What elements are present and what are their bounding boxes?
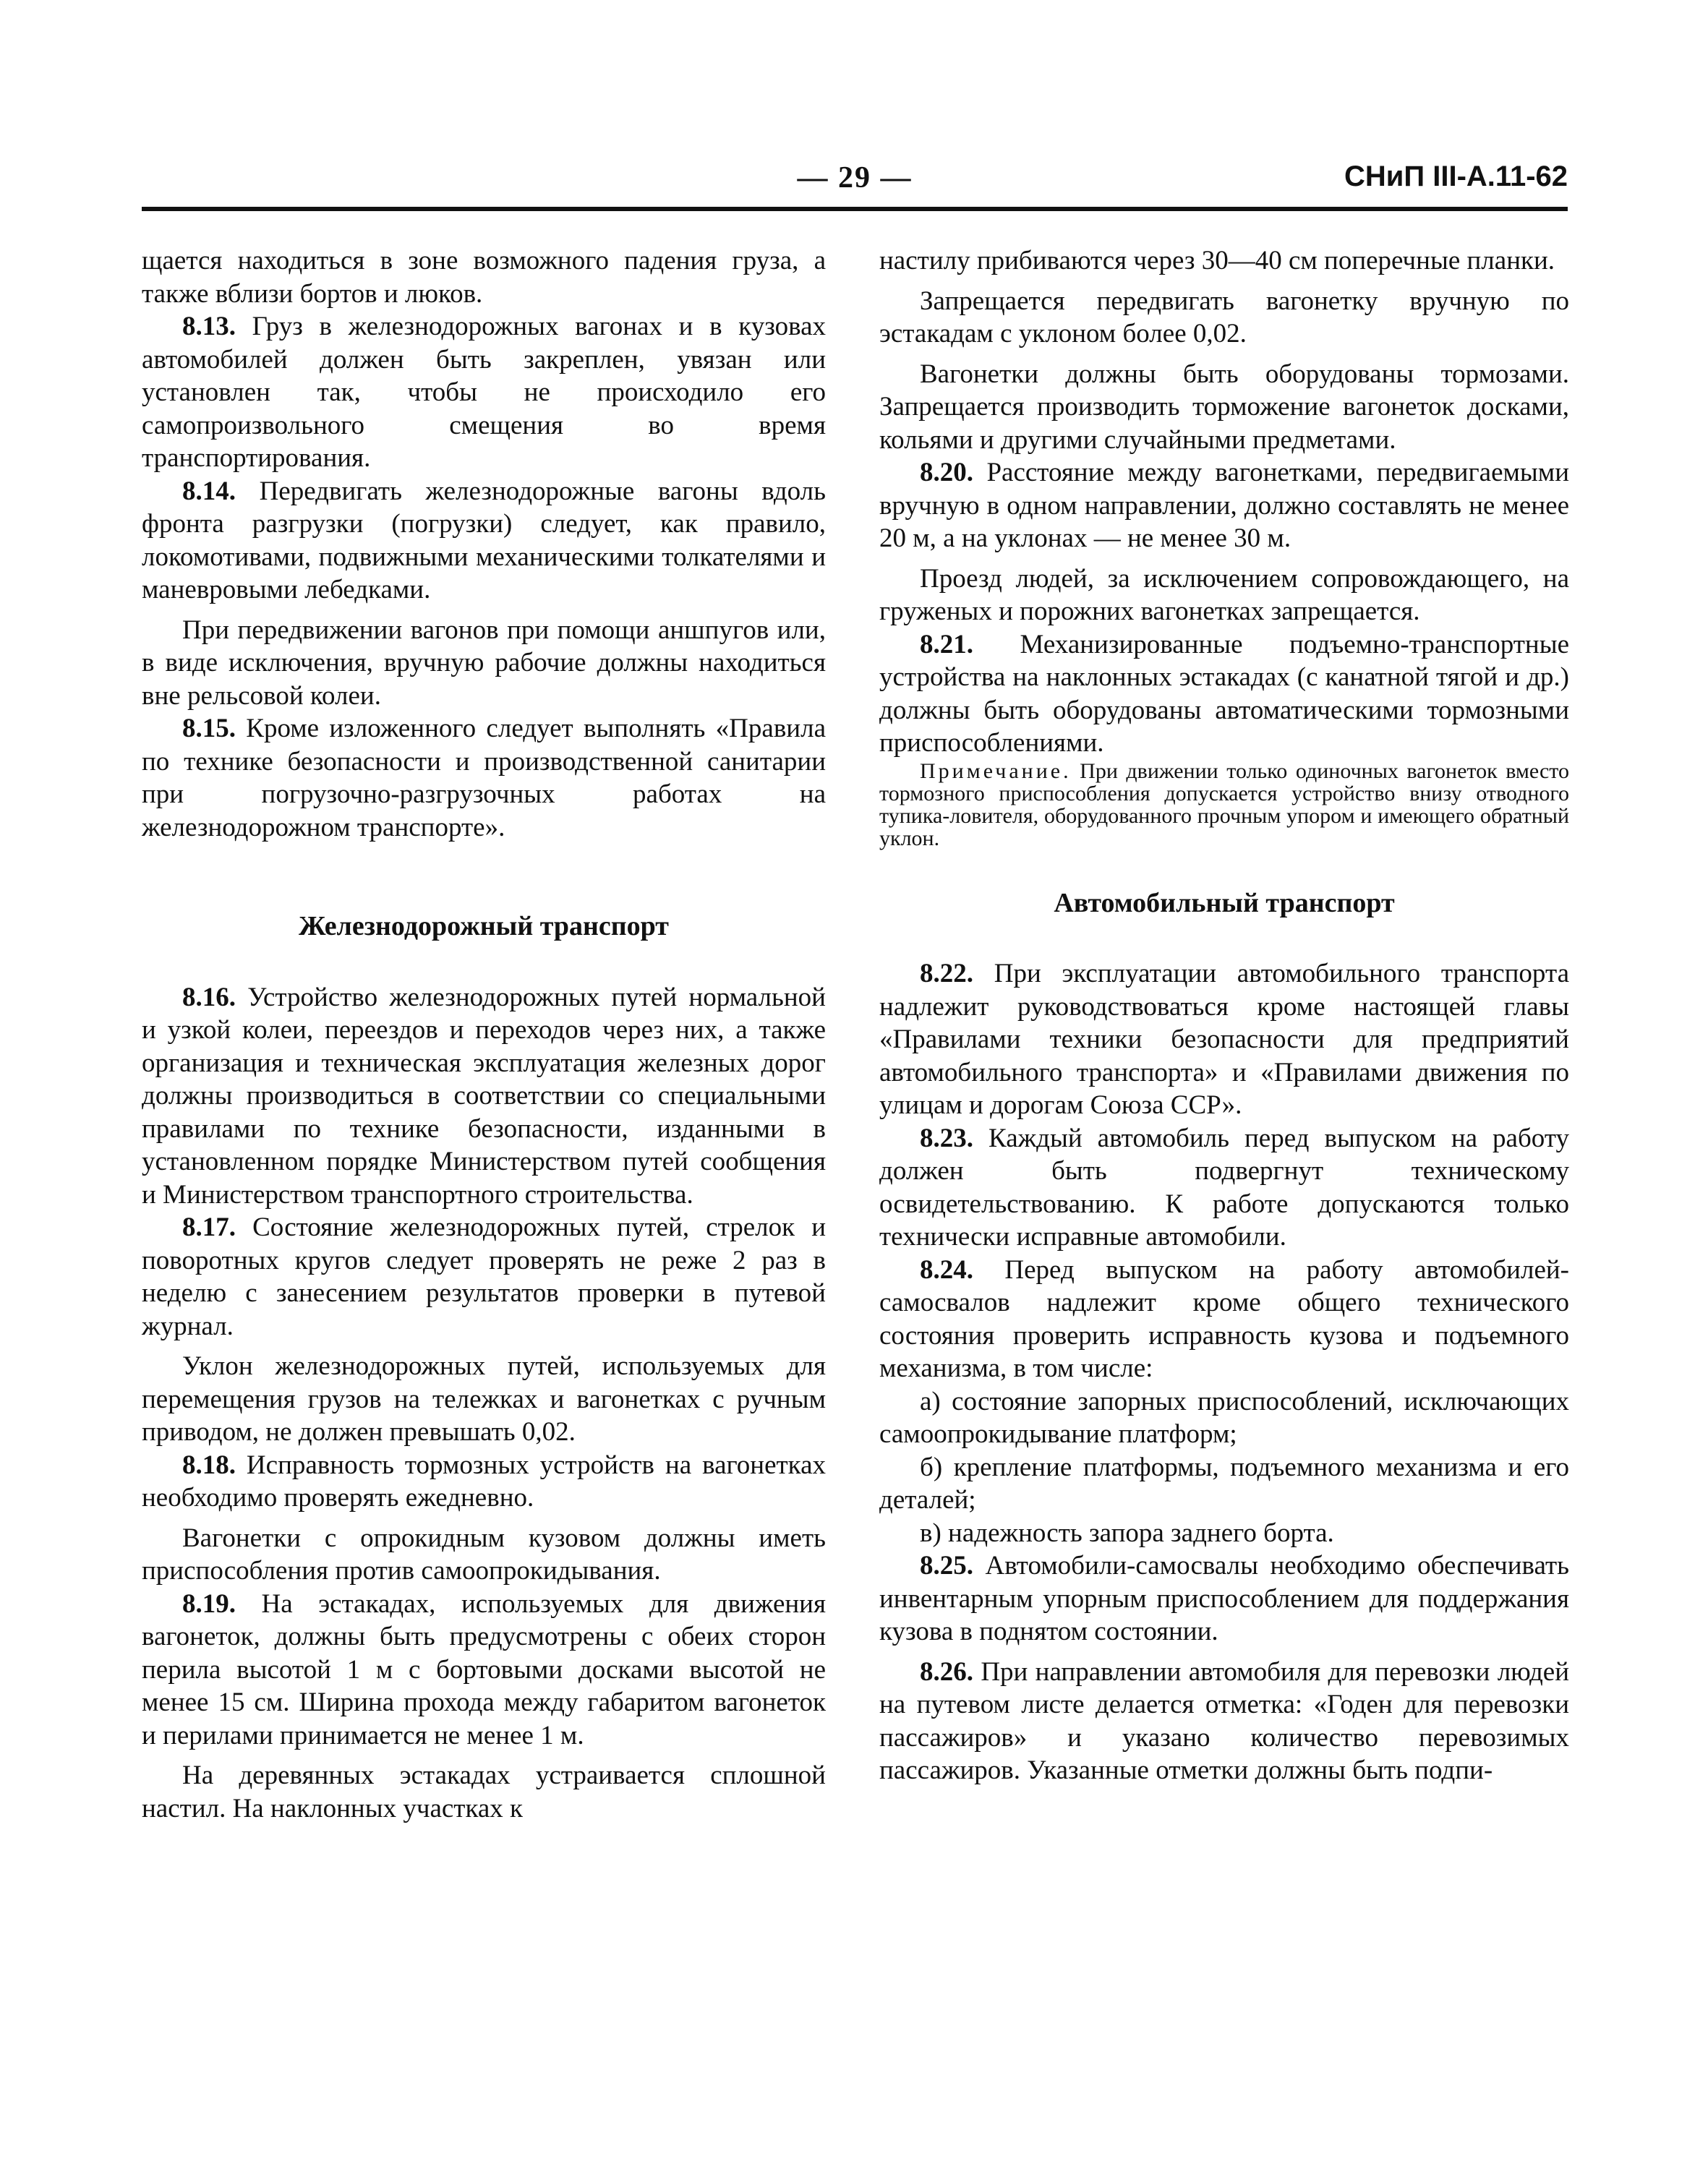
paragraph: щается находиться в зоне возможного падения груза, а также вблизи бортов и люков. xyxy=(142,246,826,309)
paragraph: Запрещается передвигать вагонетку вручную по эстакадам с уклоном более 0,02. xyxy=(879,286,1569,348)
list-item-b: б) крепление платформы, подъемного механизма и его деталей; xyxy=(879,1452,1569,1515)
clause-number: 8.18. xyxy=(182,1450,236,1480)
paragraph-8-20 xyxy=(879,456,1569,555)
clause-number: 8.13. xyxy=(182,312,236,341)
clause-text: Исправность тормозных устройств на вагонетках необходимо проверять ежедневно. xyxy=(142,1450,826,1513)
clause-number: 8.17. xyxy=(182,1212,236,1242)
clause-number: 8.21. xyxy=(920,629,973,659)
paragraph-8-18 xyxy=(142,1449,826,1515)
clause-text: Автомобили-самосвалы необходимо обеспечивать инвентарным упорным приспособлением для поддержания кузова в поднятом состоянии. xyxy=(879,1551,1569,1646)
clause-number: 8.24. xyxy=(920,1254,973,1285)
paragraph-8-26 xyxy=(879,1656,1569,1787)
note xyxy=(879,760,1569,850)
clause-number: 8.25. xyxy=(920,1551,973,1581)
section-title-automobile: Автомобильный транспорт xyxy=(1054,887,1395,918)
section-title-railway: Железнодорожный транспорт xyxy=(299,911,669,941)
paragraph-8-14 xyxy=(142,475,826,607)
clause-text: На эстакадах, используемых для движения вагонеток, должны быть предусмотрены с обеих сторон перила высотой 1 м с бортовыми досками высотой не менее 15 см. Ширина прохода между габаритом вагонеток и перилами принимается не менее 1 м. xyxy=(142,1588,826,1750)
clause-number: 8.22. xyxy=(920,959,973,988)
paragraph-8-25 xyxy=(879,1549,1569,1648)
clause-number: 8.26. xyxy=(920,1656,973,1687)
page-header xyxy=(142,161,1568,204)
paragraph-8-24 xyxy=(879,1254,1569,1385)
right-column xyxy=(879,244,1569,1787)
page-number: — 29 — xyxy=(797,161,913,194)
clause-text: Расстояние между вагонетками, передвигаемыми вручную в одном направлении, должно составлять не менее 20 м, а на уклонах — не менее 30 м. xyxy=(879,458,1569,553)
clause-text: Перед выпуском на работу автомобилей-самосвалов надлежит кроме общего технического состояния проверить исправность кузова и подъемного механизма, в том числе: xyxy=(879,1254,1569,1383)
paragraph: Вагонетки с опрокидным кузовом должны иметь приспособления против самоопрокидывания. xyxy=(142,1523,826,1586)
left-column xyxy=(142,244,826,1825)
paragraph-8-17 xyxy=(142,1211,826,1343)
paragraph-8-15 xyxy=(142,712,826,844)
paragraph: Уклон железнодорожных путей, используемых для перемещения грузов на тележках и вагонетках с ручным приводом, не должен превышать 0,02. xyxy=(142,1351,826,1447)
clause-text: Груз в железнодорожных вагонах и в кузовах автомобилей должен быть закреплен, увязан или установлен так, чтобы не происходило его самопроизвольного смещения во время транспортирования. xyxy=(142,312,826,473)
clause-number: 8.14. xyxy=(182,476,236,506)
clause-text: Передвигать железнодорожные вагоны вдоль фронта разгрузки (погрузки) следует, как правило, локомотивами, подвижными механическими толкателями и маневровыми лебедками. xyxy=(142,476,826,604)
note-text: При движении только одиночных вагонеток вместо тормозного приспособления допускается устройство внизу отводного тупика-ловителя, оборудованного прочным упором и имеющего обратный уклон. xyxy=(879,758,1569,850)
clause-text: Каждый автомобиль перед выпуском на работу должен быть подвергнут техническому освидетельствованию. К работе допускаются только технически исправные автомобили. xyxy=(879,1123,1569,1252)
paragraph-8-19 xyxy=(142,1588,826,1753)
list-item-c: в) надежность запора заднего борта. xyxy=(920,1518,1334,1548)
clause-number: 8.20. xyxy=(920,458,973,487)
paragraph-8-22 xyxy=(879,957,1569,1122)
paragraph: Проезд людей, за исключением сопровождающего, на груженых и порожних вагонетках запрещается. xyxy=(879,563,1569,626)
paragraph: При передвижении вагонов при помощи аншпугов или, в виде исключения, вручную рабочие должны находиться вне рельсовой колеи. xyxy=(142,615,826,711)
clause-text: При эксплуатации автомобильного транспорта надлежит руководствоваться кроме настоящей главы «Правилами техники безопасности для предприятий автомобильного транспорта» и «Правилами движения по улицам и дорогам Союза ССР». xyxy=(879,959,1569,1120)
paragraph-8-13 xyxy=(142,310,826,475)
paragraph: настилу прибиваются через 30—40 см поперечные планки. xyxy=(879,246,1555,275)
document-code: СНиП III-А.11-62 xyxy=(1344,161,1568,192)
clause-number: 8.16. xyxy=(182,982,236,1012)
clause-number: 8.19. xyxy=(182,1588,236,1619)
clause-number: 8.15. xyxy=(182,714,236,743)
note-label: Примечание. xyxy=(920,758,1072,783)
paragraph-8-23 xyxy=(879,1122,1569,1254)
paragraph-8-21 xyxy=(879,628,1569,760)
clause-number: 8.23. xyxy=(920,1123,973,1153)
list-item-a: а) состояние запорных приспособлений, исключающих самоопрокидывание платформ; xyxy=(879,1386,1569,1449)
clause-text: Механизированные подъемно-транспортные устройства на наклонных эстакадах (с канатной тягой и др.) должны быть оборудованы автоматическими тормозными приспособлениями. xyxy=(879,629,1569,758)
paragraph-8-16 xyxy=(142,981,826,1212)
clause-text: При направлении автомобиля для перевозки людей на путевом листе делается отметка: «Годен для перевозки пассажиров» и указано количество перевозимых пассажиров. Указанные отметки должны быть подпи- xyxy=(879,1656,1569,1785)
clause-text: Устройство железнодорожных путей нормальной и узкой колеи, переездов и переходов через них, а также организация и техническая эксплуатация железных дорог должны производиться в соответствии со специальными правилами по технике безопасности, изданными в установленном порядке Министерством путей сообщения и Министерством транспортного строительства. xyxy=(142,982,826,1210)
clause-text: Состояние железнодорожных путей, стрелок и поворотных кругов следует проверять не реже 2 раз в неделю с занесением результатов проверки в путевой журнал. xyxy=(142,1212,826,1341)
paragraph: На деревянных эстакадах устраивается сплошной настил. На наклонных участках к xyxy=(142,1761,826,1823)
header-rule xyxy=(142,207,1568,211)
clause-text: Кроме изложенного следует выполнять «Правила по технике безопасности и производственной санитарии при погрузочно-разгрузочных работах на железнодорожном транспорте». xyxy=(142,714,826,842)
paragraph: Вагонетки должны быть оборудованы тормозами. Запрещается производить торможение вагонеток досками, кольями и другими случайными предметами. xyxy=(879,359,1569,455)
